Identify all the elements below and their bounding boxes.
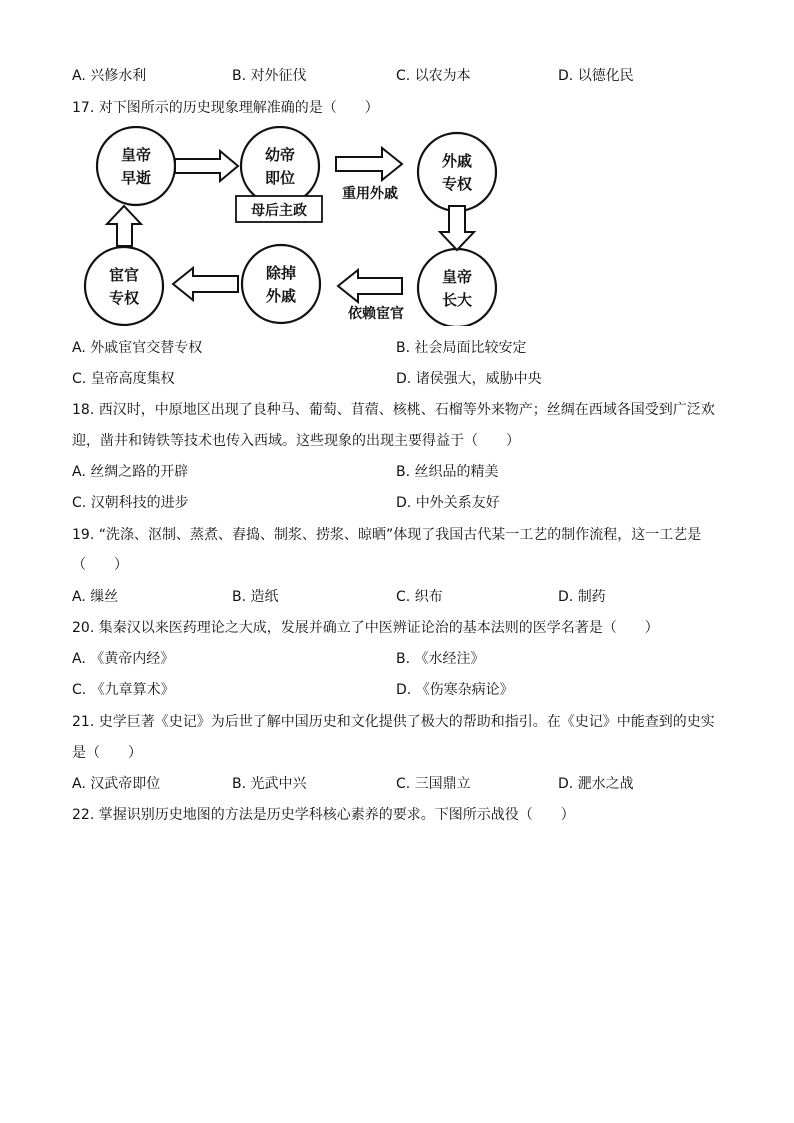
- node-emperor-grows-up: [418, 249, 496, 326]
- node-child-emperor: [241, 127, 319, 205]
- node-1-line2: 早逝: [120, 169, 152, 187]
- node-6-line1: 宦官: [108, 266, 140, 284]
- arrow-left-icon: [173, 268, 238, 300]
- q20-option-c[interactable]: C. 《九章算术》: [72, 682, 175, 698]
- q21-option-c[interactable]: C. 三国鼎立: [396, 776, 471, 792]
- arrow-right-icon: [336, 148, 402, 180]
- q17-option-b[interactable]: B. 社会局面比较安定: [396, 340, 527, 356]
- node-remove-consort-kin: [242, 245, 320, 323]
- q18-option-c[interactable]: C. 汉朝科技的进步: [72, 495, 189, 511]
- q17-stem: 17. 对下图所示的历史现象理解准确的是（ ）: [72, 100, 379, 116]
- node-3-line2: 专权: [441, 175, 473, 193]
- q18-option-d[interactable]: D. 中外关系友好: [396, 495, 500, 511]
- q16-option-d[interactable]: D. 以德化民: [558, 68, 634, 84]
- q19-option-d[interactable]: D. 制药: [558, 589, 606, 605]
- q17-option-d[interactable]: D. 诸侯强大，威胁中央: [396, 371, 542, 387]
- node-5-line1: 除掉: [265, 264, 297, 282]
- label-rely-eunuchs: 依赖宦官: [348, 306, 404, 322]
- q16-option-b[interactable]: B. 对外征伐: [232, 68, 307, 84]
- q16-option-a[interactable]: A. 兴修水利: [72, 68, 147, 84]
- label-rely-consort-kin: 重用外戚: [342, 186, 398, 202]
- q21-stem-line1: 21. 史学巨著《史记》为后世了解中国历史和文化提供了极大的帮助和指引。在《史记》中能查到的史实: [72, 714, 715, 730]
- q21-option-d[interactable]: D. 淝水之战: [558, 776, 634, 792]
- q17-option-c[interactable]: C. 皇帝高度集权: [72, 371, 175, 387]
- q19-stem-line2: （ ）: [72, 557, 128, 573]
- q18-stem-line2: 迎，凿井和铸铁等技术也传入西域。这些现象的出现主要得益于（ ）: [72, 433, 520, 449]
- node-2-line1: 幼帝: [264, 146, 296, 164]
- node-4-line1: 皇帝: [441, 268, 473, 286]
- q19-option-c[interactable]: C. 织布: [396, 589, 443, 605]
- q21-option-a[interactable]: A. 汉武帝即位: [72, 776, 161, 792]
- q21-option-b[interactable]: B. 光武中兴: [232, 776, 307, 792]
- arrow-up-icon: [107, 206, 141, 246]
- node-5-line2: 外戚: [265, 287, 297, 305]
- q19-option-a[interactable]: A. 缫丝: [72, 589, 119, 605]
- node-6-line2: 专权: [108, 289, 140, 307]
- arrow-down-icon: [440, 206, 474, 250]
- regent-box-label: 母后主政: [251, 203, 307, 219]
- node-2-line2: 即位: [264, 169, 296, 187]
- q20-option-a[interactable]: A. 《黄帝内经》: [72, 651, 175, 667]
- node-3-line1: 外戚: [441, 152, 473, 170]
- q20-stem: 20. 集秦汉以来医药理论之大成，发展并确立了中医辨证论治的基本法则的医学名著是（ ）: [72, 620, 659, 636]
- arrow-left-icon: [338, 270, 402, 302]
- q19-option-b[interactable]: B. 造纸: [232, 589, 279, 605]
- node-emperor-dies-young: [97, 127, 175, 205]
- q18-option-a[interactable]: A. 丝绸之路的开辟: [72, 464, 189, 480]
- q21-stem-line2: 是（ ）: [72, 745, 142, 761]
- q17-flow-diagram: [76, 126, 516, 326]
- node-eunuch-power: [85, 247, 163, 325]
- node-1-line1: 皇帝: [120, 146, 152, 164]
- q17-option-a[interactable]: A. 外戚宦官交替专权: [72, 340, 203, 356]
- q18-option-b[interactable]: B. 丝织品的精美: [396, 464, 499, 480]
- q22-stem: 22. 掌握识别历史地图的方法是历史学科核心素养的要求。下图所示战役（ ）: [72, 807, 575, 823]
- arrow-right-icon: [175, 151, 238, 181]
- q16-option-c[interactable]: C. 以农为本: [396, 68, 471, 84]
- q19-stem-line1: 19. “洗涤、沤制、蒸煮、舂捣、制浆、捞浆、晾晒”体现了我国古代某一工艺的制作流程，这一工艺是: [72, 527, 702, 543]
- q18-stem-line1: 18. 西汉时，中原地区出现了良种马、葡萄、苜蓿、核桃、石榴等外来物产；丝绸在西域各国受到广泛欢: [72, 402, 715, 418]
- q20-option-b[interactable]: B. 《水经注》: [396, 651, 485, 667]
- node-4-line2: 长大: [441, 291, 473, 309]
- node-consort-kin-power: [418, 133, 496, 211]
- q20-option-d[interactable]: D. 《伤寒杂病论》: [396, 682, 514, 698]
